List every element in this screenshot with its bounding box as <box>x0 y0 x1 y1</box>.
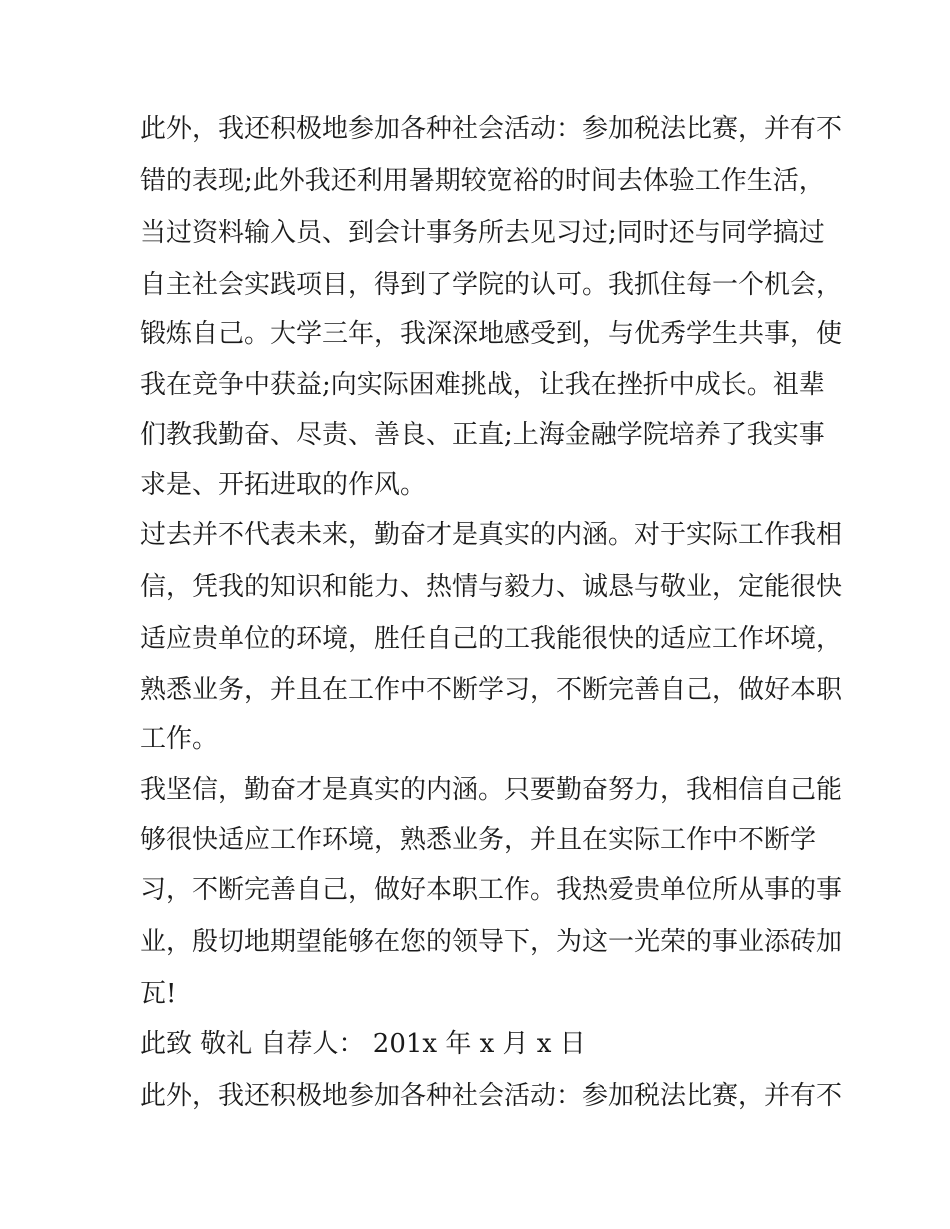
text-line: 适应贵单位的环境，胜任自己的工我能很快的适应工作坏境， <box>140 624 843 654</box>
text-line: 我在竞争中获益;向实际困难挑战，让我在挫折中成长。祖辈 <box>140 370 825 400</box>
text-line: 业，殷切地期望能够在您的领导下，为这一光荣的事业添砖加 <box>140 927 843 957</box>
text-line: 此外，我还积极地参加各种社会活动：参加税法比赛，并有不 <box>140 1081 843 1111</box>
text-line: 瓦! <box>140 979 177 1009</box>
text-line: 够很快适应工作环境，熟悉业务，并且在实际工作中不断学 <box>140 825 817 855</box>
text-line: 过去并不代表未来，勤奋才是真实的内涵。对于实际工作我相 <box>140 520 843 550</box>
text-line: 自主社会实践项目，得到了学院的认可。我抓住每一个机会， <box>140 270 843 300</box>
text-line: 锻炼自己。大学三年，我深深地感受到，与优秀学生共事，使 <box>140 319 843 349</box>
text-line: 当过资料输入员、到会计事务所去见习过;同时还与同学搞过 <box>140 218 825 248</box>
text-line: 习，不断完善自己，做好本职工作。我热爱贵单位所从事的事 <box>140 875 843 905</box>
text-line: 错的表现;此外我还利用暑期较宽裕的时间去体验工作生活， <box>140 166 825 196</box>
text-line: 信，凭我的知识和能力、热情与毅力、诚恳与敬业，定能很快 <box>140 572 843 602</box>
text-line: 此外，我还积极地参加各种社会活动：参加税法比赛，并有不 <box>140 114 843 144</box>
text-line: 求是、开拓进取的作风。 <box>140 470 427 500</box>
text-line: 工作。 <box>140 724 219 754</box>
text-line: 我坚信，勤奋才是真实的内涵。只要勤奋努力，我相信自己能 <box>140 775 843 805</box>
text-line: 熟悉业务，并且在工作中不断学习，不断完善自己，做好本职 <box>140 675 843 705</box>
text-line: 此致 敬礼 自荐人： 201x 年 x 月 x 日 <box>140 1029 586 1059</box>
text-line: 们教我勤奋、尽责、善良、正直;上海金融学院培养了我实事 <box>140 420 825 450</box>
